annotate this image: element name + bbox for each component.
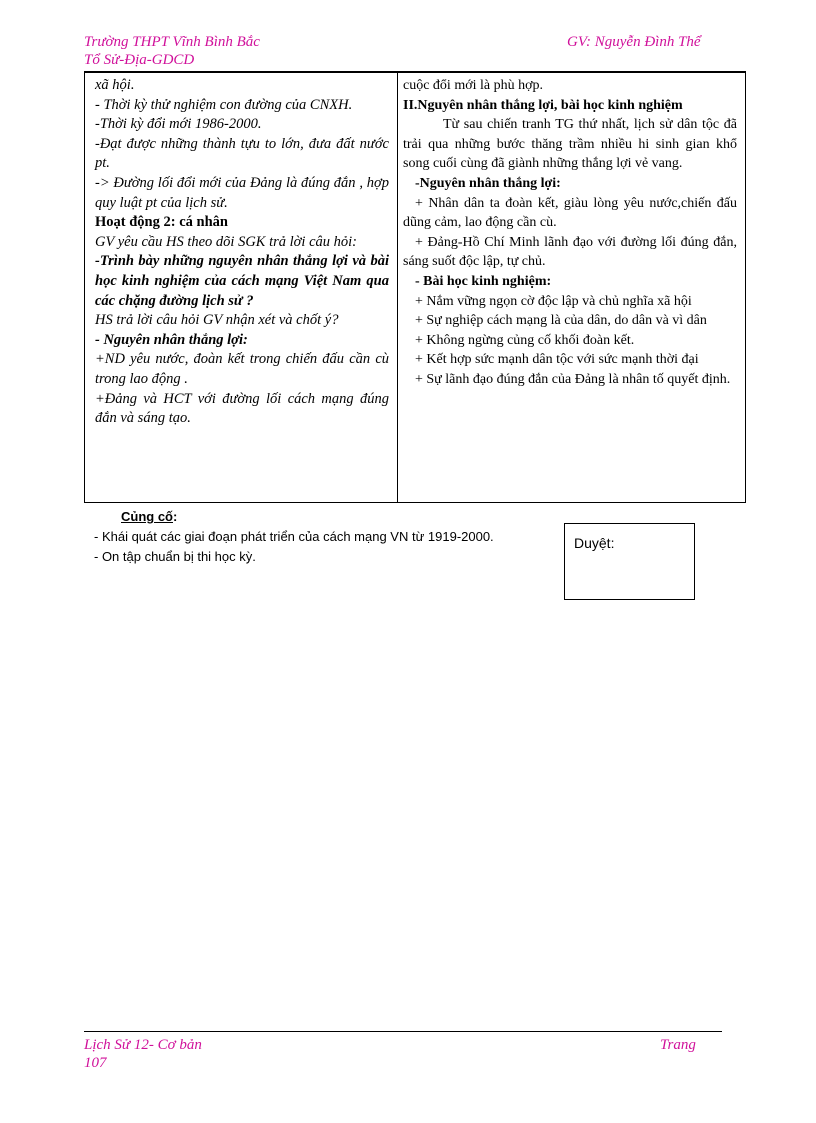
school-name: Trường THPT Vĩnh Bình Bắc	[84, 34, 260, 50]
footer-page-label: Trang	[660, 1037, 696, 1053]
approval-box	[564, 523, 695, 600]
causes-title: -Nguyên nhân thắng lợi:	[415, 175, 561, 191]
lesson-2: + Sự nghiệp cách mạng là của dân, do dân và vì dân	[415, 313, 707, 329]
lesson-3: + Không ngừng củng cố khối đoàn kết.	[415, 332, 635, 348]
column-divider	[397, 73, 398, 502]
cause-2: +Đảng và HCT với đường lối cách mạng đúng đắn và sáng tạo.	[95, 390, 389, 427]
left-line-1: xã hội.	[95, 77, 135, 93]
cause-title: - Nguyên nhân thắng lợi:	[95, 331, 248, 348]
cause-1: +ND yêu nước, đoàn kết trong chiến đấu cần cù trong lao động .	[95, 351, 389, 387]
activity-title: Hoạt động 2: cá nhân	[95, 214, 228, 231]
summary-item-1: - Khái quát các giai đoạn phát triển của cách mạng VN từ 1919-2000.	[94, 529, 494, 544]
approval-label: Duyệt:	[574, 535, 615, 551]
summary-section	[94, 507, 494, 567]
lessons-title: - Bài học kinh nghiệm:	[415, 273, 552, 289]
lesson-5: + Sự lãnh đạo đúng đắn của Đảng là nhân tố quyết định.	[415, 371, 731, 387]
teacher-name: GV: Nguyễn Đình Thể	[567, 34, 701, 50]
lesson-1: + Nắm vững ngọn cờ độc lập và chủ nghĩa xã hội	[415, 293, 692, 309]
content-column	[403, 76, 737, 390]
question: -Trình bày những nguyên nhân thắng lợi và bài học kinh nghiệm của cách mạng Việt Nam qua các chặng đường lịch sử ?	[95, 253, 389, 309]
footer-page-number: 107	[84, 1055, 107, 1071]
lesson-4: + Kết hợp sức mạnh dân tộc với sức mạnh thời đại	[415, 352, 699, 368]
summary-colon: :	[173, 509, 178, 524]
cause-a: + Nhân dân ta đoàn kết, giàu lòng yêu nước,chiến đấu dũng cảm, lao động cần cù.	[403, 195, 737, 231]
footer-subject: Lịch Sử 12- Cơ bản	[84, 1037, 202, 1053]
left-line-5: -> Đường lối đổi mới của Đảng là đúng đắn , hợp quy luật pt của lịch sử.	[95, 174, 389, 211]
right-line-1: cuộc đổi mới là phù hợp.	[403, 78, 544, 93]
page-header-left	[84, 33, 260, 69]
summary-item-2: - On tập chuẩn bị thi học kỳ.	[94, 549, 256, 564]
intro-paragraph: Từ sau chiến tranh TG thứ nhất, lịch sử dân tộc đã trải qua những bước thăng trầm nhiều hi sinh gian khổ song cuối cùng đã giành những thắng lợi vẻ vang.	[403, 117, 737, 172]
cause-b: + Đảng-Hồ Chí Minh lãnh đạo với đường lối đúng đắn, sáng suốt độc lập, tự chủ.	[403, 234, 737, 270]
page-footer-left	[84, 1036, 202, 1072]
summary-heading	[94, 507, 494, 527]
left-line-3: -Thời kỳ đổi mới 1986-2000.	[95, 116, 262, 133]
footer-divider	[84, 1031, 722, 1032]
summary-title: Củng cố	[121, 509, 173, 524]
teacher-student-activities-column	[95, 76, 389, 429]
hs-answer: HS trả lời câu hỏi GV nhận xét và chốt ý?	[95, 312, 339, 329]
left-line-4: -Đạt được những thành tựu to lớn, đưa đất nước pt.	[95, 135, 389, 172]
department-name: Tổ Sử-Địa-GDCD	[84, 52, 195, 68]
gv-request: GV yêu cầu HS theo dõi SGK trả lời câu hỏi:	[95, 233, 357, 250]
left-line-2: - Thời kỳ thử nghiệm con đường của CNXH.	[95, 96, 353, 113]
lesson-table	[84, 71, 746, 503]
section-title: II.Nguyên nhân thắng lợi, bài học kinh nghiệm	[403, 97, 683, 113]
